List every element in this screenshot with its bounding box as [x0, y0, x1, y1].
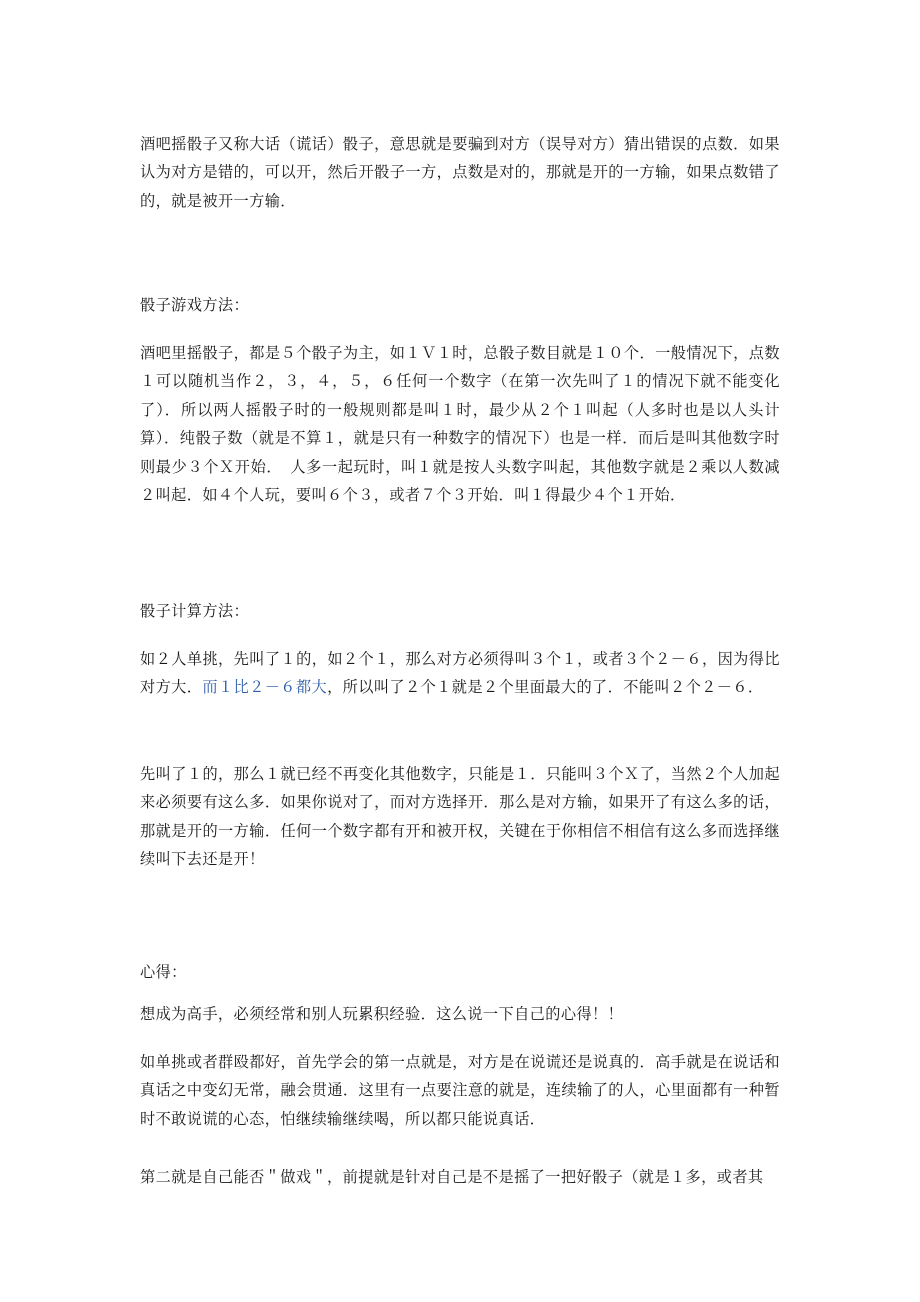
calc-text-part-a: 如２人单挑，先叫了１的，如２个１，那么对方必须得叫３个１，或者３个２－６，因为得比对方大．: [140, 650, 780, 697]
experience-heading: 心得：: [140, 963, 187, 981]
experience-paragraph-3: 第二就是自己能否＂做戏＂，前提就是针对自己是不是摇了一把好骰子（就是１多，或者其: [140, 1168, 764, 1186]
method-paragraph: 酒吧里摇骰子，都是５个骰子为主，如１Ｖ１时，总骰子数目就是１０个．一般情况下，点数１可以随机当作２，３，４，５，６任何一个数字（在第一次先叫了１的情况下就不能变化了）．所以两人摇骰子时的一般规则都是叫１时，最少从２个１叫起（人多时也是以人头计算）．纯骰子数（就是不算１，就是只有一种数字的情况下）也是一样．而后是叫其他数字时则最少３个Ｘ开始． 人多一起玩时，叫１就是按人头数字叫起，其他数字就是２乘以人数减２叫起．如４个人玩，要叫６个３，或者７个３开始．叫１得最少４个１开始．: [140, 344, 780, 505]
calc-paragraph-1: [140, 645, 780, 702]
experience-paragraph-2: 如单挑或者群殴都好，首先学会的第一点就是，对方是在说谎还是说真的．高手就是在说话和真话之中变幻无常，融会贯通．这里有一点要注意的就是，连续输了的人，心里面都有一种暂时不敢说谎的心态，怕继续输继续喝，所以都只能说真话．: [140, 1053, 780, 1128]
intro-paragraph: 酒吧摇骰子又称大话（谎话）骰子，意思就是要骗到对方（误导对方）猜出错误的点数．如果认为对方是错的，可以开，然后开骰子一方，点数是对的，那就是开的一方输，如果点数错了的，就是被开一方输．: [140, 135, 780, 210]
experience-paragraph-1: 想成为高手，必须经常和别人玩累积经验．这么说一下自己的心得！！: [140, 1005, 624, 1023]
calc-paragraph-2: 先叫了１的，那么１就已经不再变化其他数字，只能是１．只能叫３个Ｘ了，当然２个人加起来必须要有这么多．如果你说对了，而对方选择开．那么是对方输，如果开了有这么多的话，那就是开的一方输．任何一个数字都有开和被开权，关键在于你相信不相信有这么多而选择继续叫下去还是开！: [140, 765, 780, 869]
calc-heading: 骰子计算方法：: [140, 602, 250, 620]
calc-text-part-b: ，所以叫了２个１就是２个里面最大的了．不能叫２个２－６．: [327, 678, 764, 697]
method-heading: 骰子游戏方法：: [140, 296, 250, 314]
calc-highlight-link[interactable]: 而１比２－６都大: [202, 678, 328, 697]
